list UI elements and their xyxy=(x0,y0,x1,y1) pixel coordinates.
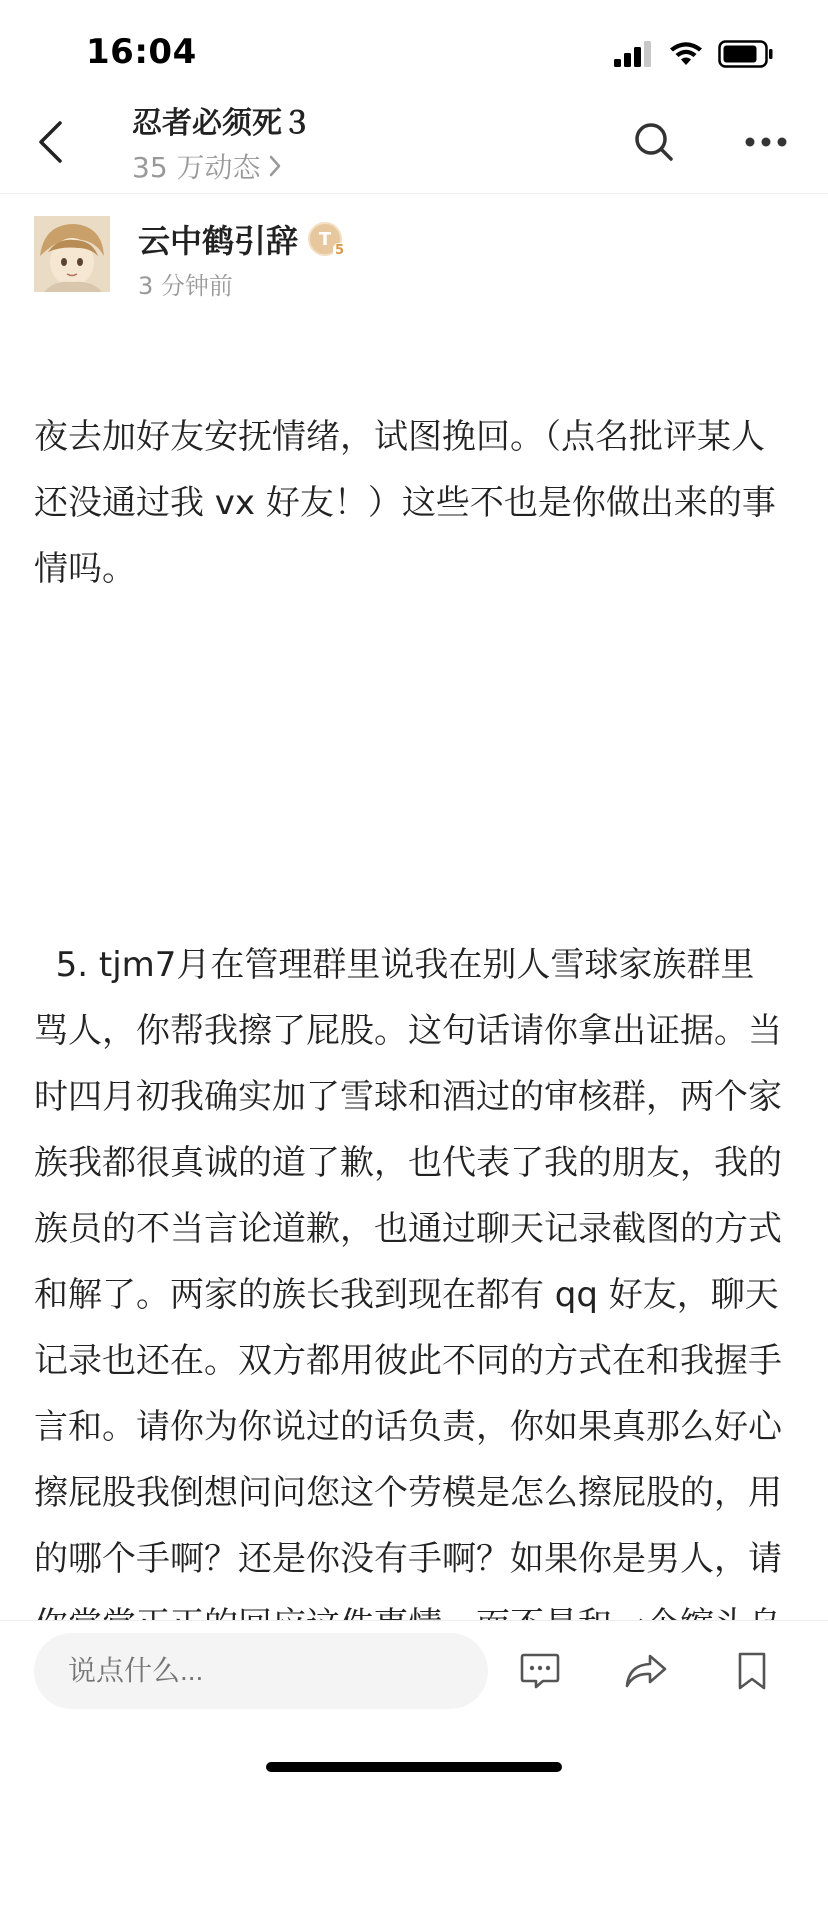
author-name-row xyxy=(138,216,345,262)
chevron-right-icon xyxy=(267,153,283,179)
signal-icon xyxy=(614,41,654,71)
search-icon xyxy=(632,120,676,164)
post-paragraph-5: 5. tjm7月在管理群里说我在别人雪球家族群里骂人，你帮我擦了屁股。这句话请你拿出证据。当时四月初我确实加了雪球和酒过的审核群，两个家族我都很真诚的道了歉，也代表了我的朋友，我的族员的不当言论道歉，也通过聊天记录截图的方式和解了。两家的族长我到现在都有 qq 好友，聊天记录也还在。双方都用彼此不同的方式在和我握手言和。请你为你说过的话负责，你如果真那么好心擦屁股我倒想问问您这个劳模是怎么擦屁股的，用的哪个手啊？还是你没有手啊？如果你是男人，请 xyxy=(34,945,782,1579)
post-time: 3 分钟前 xyxy=(138,272,233,300)
back-button[interactable] xyxy=(28,116,72,168)
bookmark-icon xyxy=(735,1651,769,1691)
post-content[interactable] xyxy=(0,196,828,1620)
comment-button[interactable] xyxy=(514,1645,566,1697)
author-header xyxy=(0,196,828,308)
bookmark-button[interactable] xyxy=(726,1645,778,1697)
wifi-icon xyxy=(668,41,704,71)
badge-level: 5 xyxy=(334,243,345,258)
home-indicator xyxy=(266,1762,562,1772)
page-title: 忍者必须死３ xyxy=(132,106,312,141)
topic-activity-count: 35 万动态 xyxy=(132,151,261,184)
chevron-left-icon xyxy=(36,120,64,164)
status-icons xyxy=(614,40,774,72)
share-icon xyxy=(624,1651,668,1691)
more-dots-icon xyxy=(744,136,788,148)
comment-input[interactable] xyxy=(34,1633,488,1709)
status-bar xyxy=(0,0,828,100)
status-time: 16:04 xyxy=(86,32,197,72)
search-button[interactable] xyxy=(632,120,676,164)
avatar[interactable] xyxy=(34,216,110,292)
author-name[interactable]: 云中鹤引辞 xyxy=(138,222,299,260)
nav-bar xyxy=(0,90,828,194)
avatar-image xyxy=(34,216,110,292)
paragraph-spacer xyxy=(34,734,786,800)
badge-letter: T xyxy=(318,228,332,250)
more-button[interactable] xyxy=(742,120,790,164)
level-badge-icon xyxy=(308,222,345,258)
share-button[interactable] xyxy=(620,1645,672,1697)
post-paragraph-cut: 夜去加好友安抚情绪，试图挽回。（点名批评某人还没通过我 vx 好友！）这些不也是你做出来的事情吗。 xyxy=(34,417,776,589)
battery-icon xyxy=(718,40,774,72)
comment-icon xyxy=(519,1651,561,1691)
topic-activity-link[interactable] xyxy=(132,146,283,186)
